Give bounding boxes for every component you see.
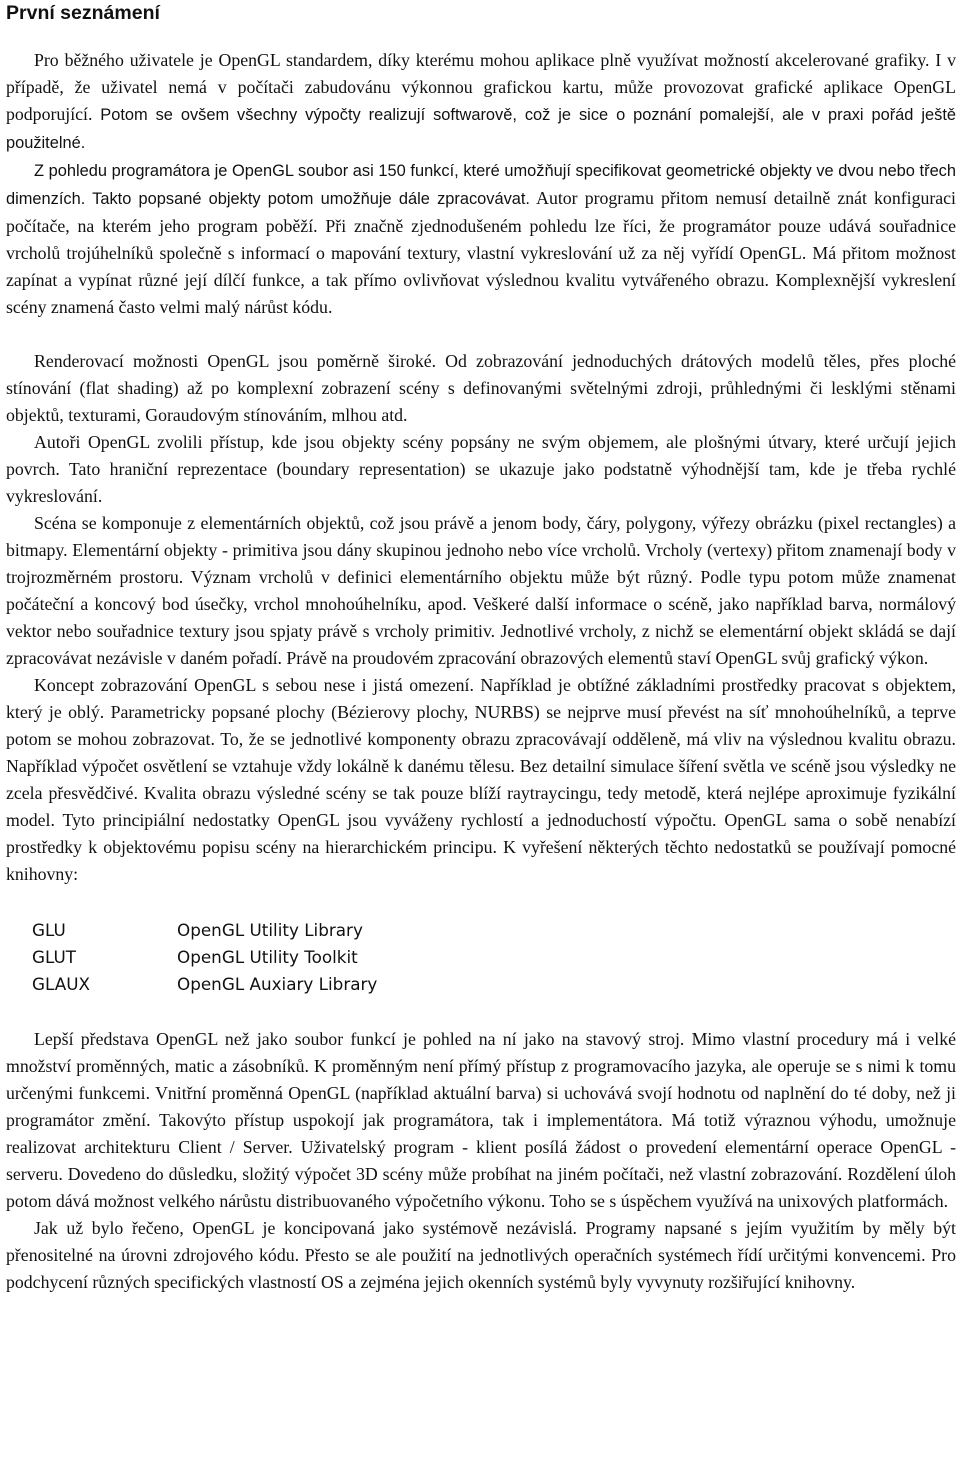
spacer <box>6 321 956 348</box>
section-heading: První seznámení <box>6 2 160 24</box>
library-row <box>32 971 377 998</box>
library-abbr: GLU <box>32 920 66 940</box>
library-row <box>32 944 377 971</box>
state-paragraph-1: Lepší představa OpenGL než jako soubor funkcí je pohled na ní jako na stavový stroj. Mimo vlastní procedury má i velké množství proměnných, matic a zásobníků. K proměnným není přímý přístup z programovacího jazyka, ale operuje se s nimi k tomu určenými funkcemi. Vnitřní proměnná OpenGL (například aktuální barva) si uchovává svojí hodnotu od naplnění do té doby, než ji programátor změní. Takovýto přístup uspokojí jak programátora, tak i implementátora. Má totiž výraznou výhodu, umožnuje realizovat architekturu Client / Server. Uživatelský program - klient posílá žádost o provedení elementární operace OpenGL - serveru. Dovedeno do důsledku, složitý výpočet 3D scény může probíhat na jiném počítači, než vlastní zobrazování. Rozdělení úloh potom dává možnost velkého nárůstu distribuovaného výpočetního výkonu. Toho se s úspěchem využívá na unixových platformách. <box>6 1029 956 1211</box>
spacer <box>6 998 956 1026</box>
library-abbr: GLUT <box>32 947 77 967</box>
library-row <box>32 917 377 944</box>
intro-text-serif: Pro běžného uživatele je OpenGL standardem, díky kterému mohou aplikace plně využívat možností akcelerované grafiky. I v případě, že uživatel nemá v počítači zabudovánu výkonnou grafickou kartu, může provozovat grafické aplikace OpenGL podporující. <box>6 50 956 124</box>
intro-paragraph-1 <box>6 47 956 157</box>
intro-text-sans: Potom se ovšem všechny výpočty realizují softwarově, což je sice o poznání pomalejší, ale v praxi pořád ještě použitelné. <box>6 106 956 152</box>
render-paragraph-3: Scéna se komponuje z elementárních objektů, což jsou právě a jenom body, čáry, polygony, výřezy obrázku (pixel rectangles) a bitmapy. Elementární objekty - primitiva jsou dány skupinou jednoho nebo více vrcholů. Vrcholy (vertexy) přitom znamenají body v trojrozměrném prostoru. Význam vrcholů v definici elementárního objektu může být různý. Podle typu potom může znamenat počáteční a koncový bod úsečky, vrchol mnohoúhelníku, apod. Veškeré další informace o scéně, jako například barva, normálový vektor nebo souřadnice textury jsou spjaty právě s vrcholy primitiv. Jednotlivé vrcholy, z nichž se elementární objekt skládá se dají zpracovávat nezávisle v daném pořadí. Právě na proudovém zpracování obrazových elementů staví OpenGL svůj grafický výkon. <box>6 513 956 668</box>
library-abbr: GLAUX <box>32 974 90 994</box>
library-list <box>32 917 377 998</box>
state-paragraph-2: Jak už bylo řečeno, OpenGL je koncipovaná jako systémově nezávislá. Programy napsané s jejím využitím by měly být přenositelné na úrovni zdrojového kódu. Přesto se ale použití na jednotlivých operačních systémech řídí určitými konvencemi. Pro podchycení různých specifických vlastností OS a zejména jejich okenních systémů byly vyvynuty rozšiřující knihovny. <box>6 1218 956 1292</box>
intro-text-sans-2: Z pohledu programátora je OpenGL soubor asi 150 funkcí, které umožňují specifikovat geometrické objekty ve dvou nebo třech dimenzích. Takto popsané objekty potom umožňuje dále zpracovávat. <box>6 162 956 208</box>
intro-text-serif-2: Autor programu přitom nemusí detailně znát konfiguraci počítače, na kterém jeho program poběží. Při značně zjednodušeném pohledu lze říci, že programátor pouze udává souřadnice vrcholů trojúhelníků společně s informací o mapování textury, vlastní vykreslování už za něj vyřídí OpenGL. Má přitom možnost zapínat a vypínat různé její dílčí funkce, a tak přímo ovlivňovat výslednou kvalitu vytvářeného obrazu. Komplexnější vykreslení scény znamená často velmi malý nárůst kódu. <box>6 188 956 317</box>
spacer <box>6 30 956 47</box>
render-paragraph-1: Renderovací možnosti OpenGL jsou poměrně široké. Od zobrazování jednoduchých drátových modelů těles, přes ploché stínování (flat shading) až po komplexní zobrazení scény s definovanými světelnými zdroji, průhlednými či lesklými stěnami objektů, texturami, Goraudovým stínováním, mlhou atd. <box>6 351 956 425</box>
library-name: OpenGL Auxiary Library <box>177 974 378 994</box>
render-paragraph-4: Koncept zobrazování OpenGL s sebou nese i jistá omezení. Například je obtížné základními prostředky pracovat s objektem, který je oblý. Parametricky popsané plochy (Bézierovy plochy, NURBS) se nejprve musí převést na síť mnohoúhelníků, a teprve potom se mohou zobrazovat. To, že se jednotlivé komponenty obrazu zpracovávají odděleně, má vliv na výslednou kvalitu obrazu. Například výpočet osvětlení se vztahuje vždy lokálně k danému tělesu. Bez detailní simulace šíření světla ve scéně jsou výsledky ne zcela přesvědčivé. Kvalita obrazu výsledné scény se tak pouze blíží raytraycingu, tedy metodě, která nejlépe aproximuje fyzikální model. Tyto principiální nedostatky OpenGL jsou vyváženy rychlostí a jednoduchostí výpočtu. OpenGL sama o sobě nenabízí prostředky k objektovému popisu scény na hierarchickém principu. K vyřešení některých těchto nedostatků se používají pomocné knihovny: <box>6 675 956 884</box>
library-name: OpenGL Utility Toolkit <box>177 947 358 967</box>
spacer <box>6 888 956 917</box>
render-paragraph-2: Autoři OpenGL zvolili přístup, kde jsou objekty scény popsány ne svým objemem, ale plošnými útvary, které určují jejich povrch. Tato hraniční reprezentace (boundary representation) se ukazuje jako podstatně výhodnější tam, kde je třeba rychlé vykreslování. <box>6 432 956 506</box>
intro-paragraph-2 <box>6 157 956 321</box>
library-name: OpenGL Utility Library <box>177 920 363 940</box>
